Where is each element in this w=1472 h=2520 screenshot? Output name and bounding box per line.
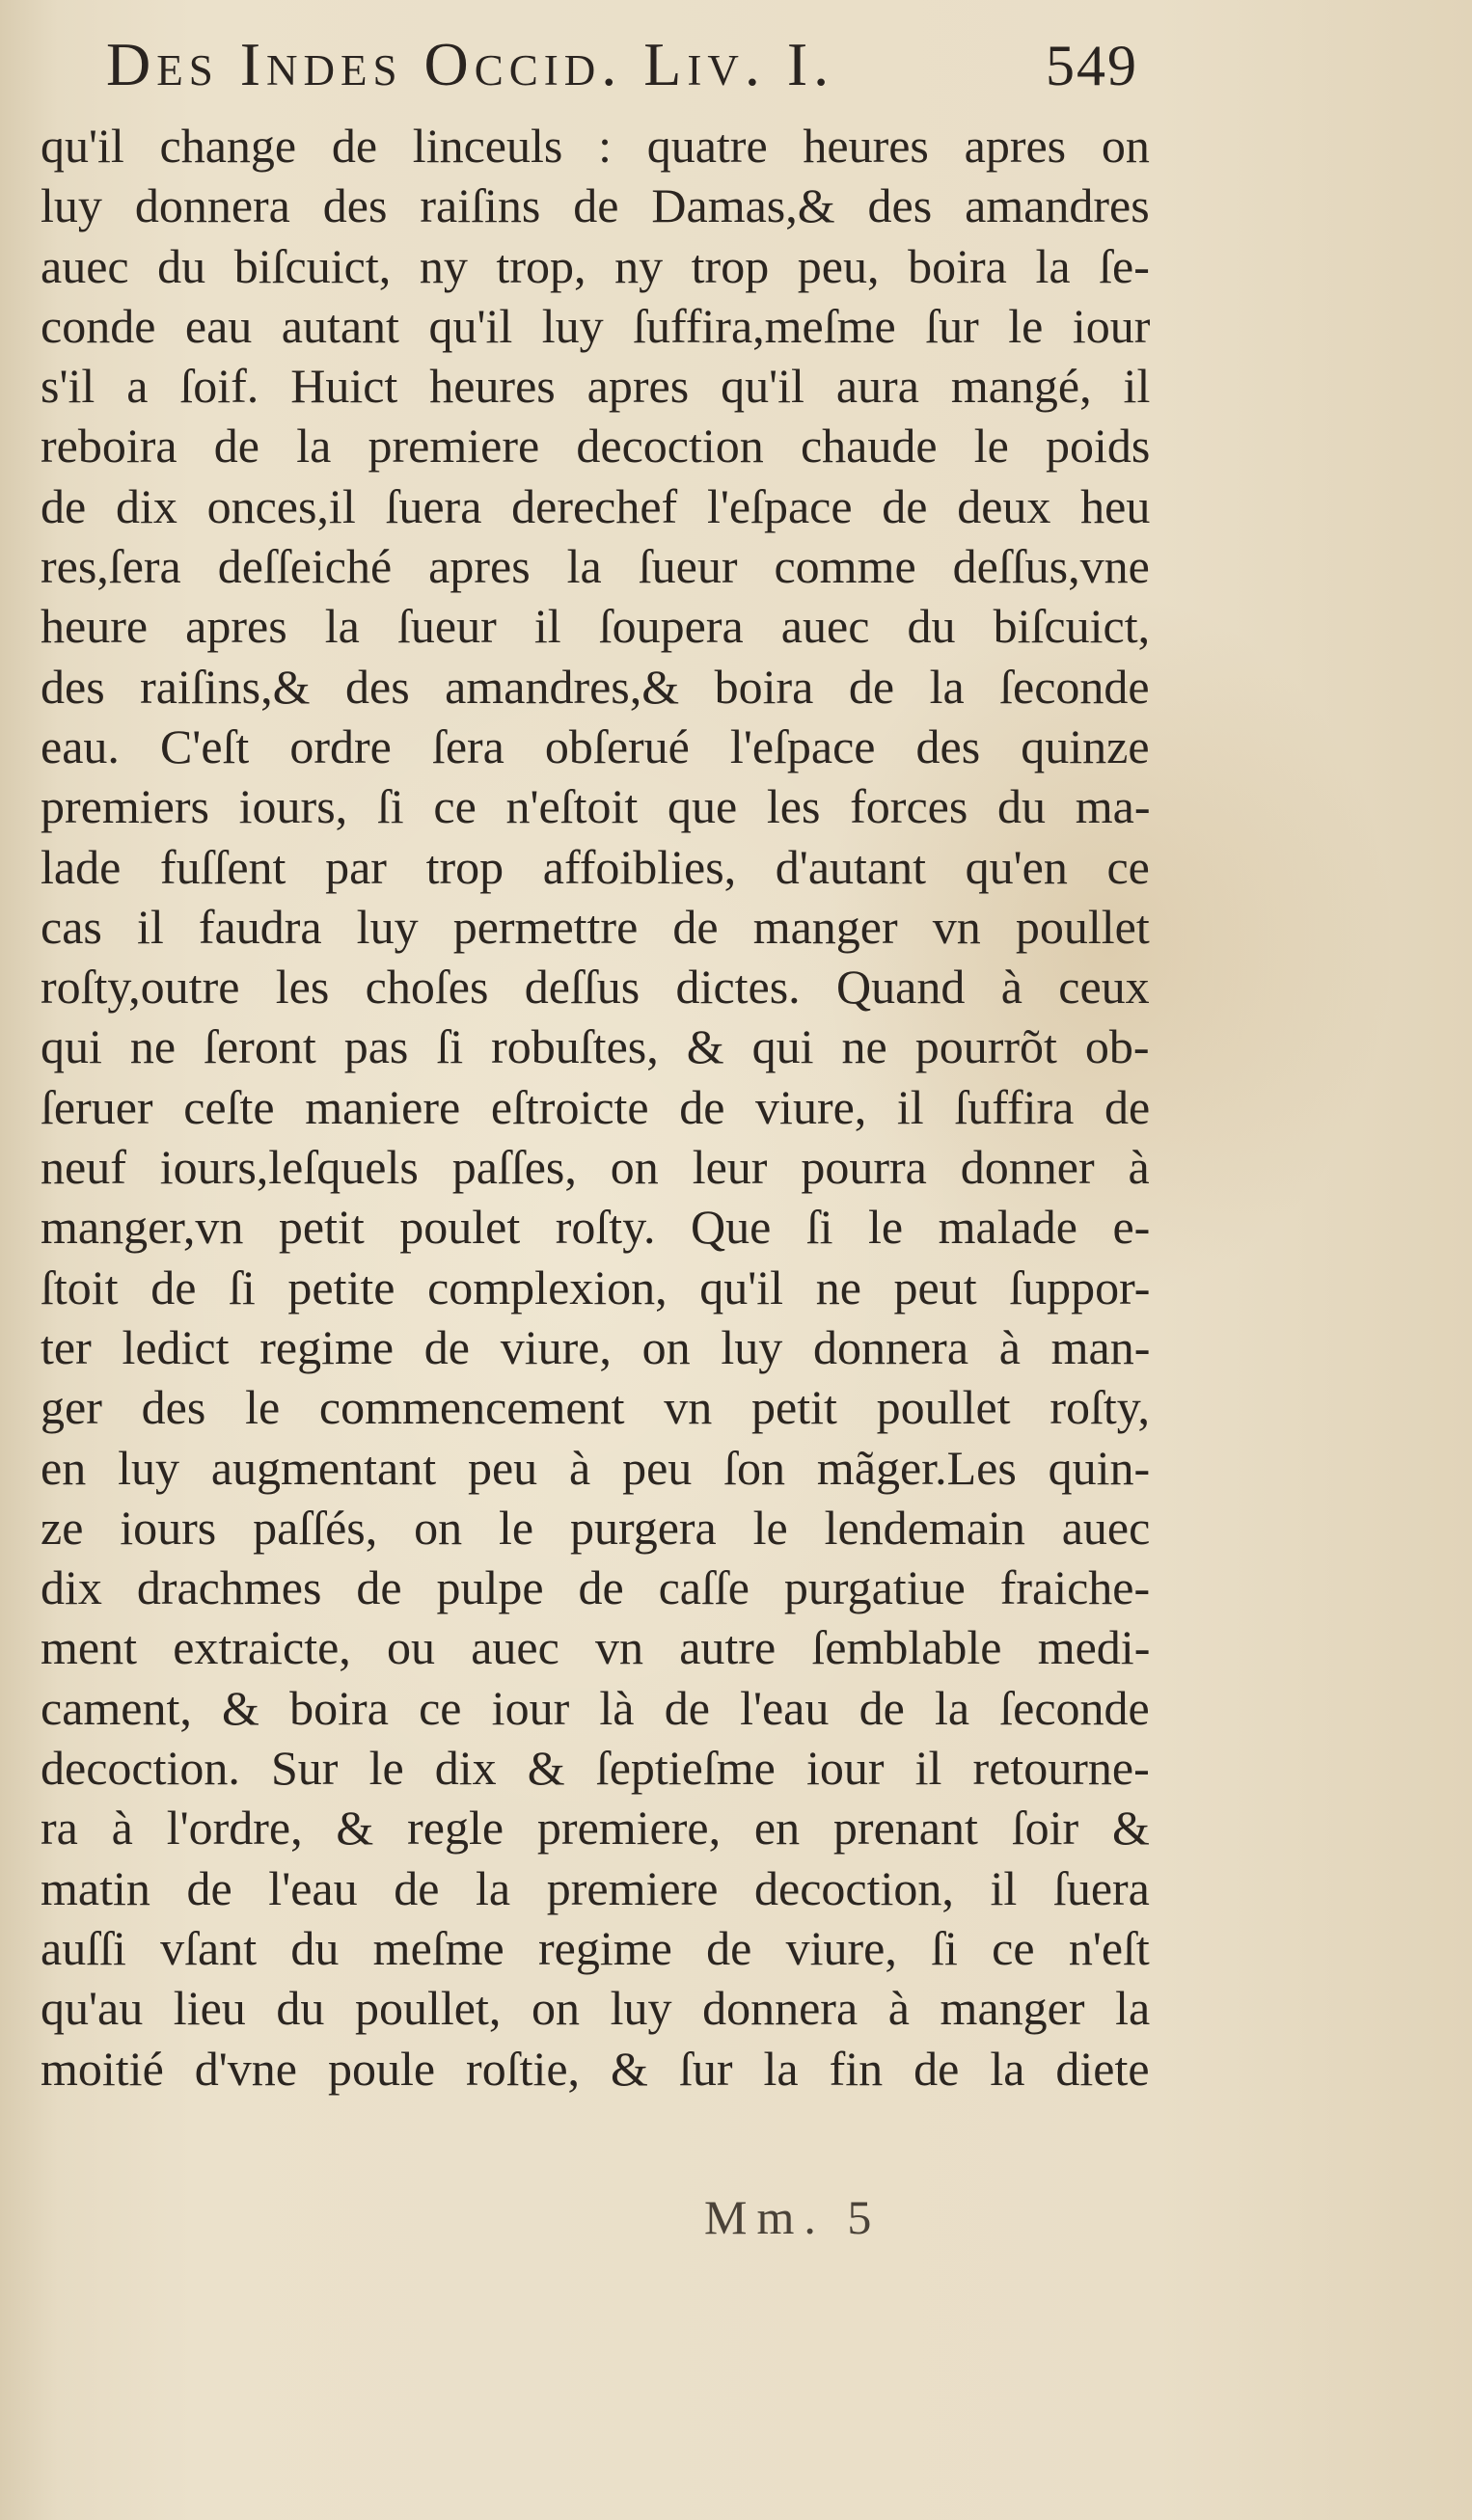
text-line: dix drachmes de pulpe de caſſe purgatiue fraiche-: [41, 1560, 1151, 1615]
text-line: reboira de la premiere decoction chaude le poids: [41, 419, 1151, 474]
page-header: [106, 29, 1138, 116]
text-line: qu'au lieu du poullet, on luy donnera à manger la: [41, 1981, 1151, 2036]
text-line: ſeruer ceſte maniere eſtroicte de viure, il ſuffira de: [41, 1079, 1151, 1134]
text-line: roſty,outre les choſes deſſus dictes. Quand à ceux: [41, 960, 1150, 1015]
text-line: des raiſins,& des amandres,& boira de la ſeconde: [41, 659, 1150, 714]
signature-mark: Mm. 5: [704, 2190, 882, 2244]
text-line: neuf iours,leſquels paſſes, on leur pourra donner à: [41, 1140, 1150, 1195]
text-line: decoction. Sur le dix & ſeptieſme iour il retourne-: [41, 1741, 1150, 1796]
text-line: auſſi vſant du meſme regime de viure, ſi ce n'eſt: [41, 1920, 1150, 1975]
text-line: ter ledict regime de viure, on luy donnera à man-: [41, 1319, 1151, 1374]
text-line: conde eau autant qu'il luy ſuffira,meſme ſur le iour: [41, 298, 1151, 353]
text-line: ger des le commencement vn petit poullet roſty,: [41, 1380, 1151, 1435]
text-line: ra à l'ordre, & regle premiere, en prenant ſoir &: [41, 1801, 1150, 1856]
running-head: Des Indes Occid. Liv. I.: [106, 30, 835, 98]
text-line: eau. C'eſt ordre ſera obſerué l'eſpace des quinze: [41, 718, 1150, 773]
text-line: moitié d'vne poule roſtie, & ſur la fin de la diete: [41, 2041, 1150, 2096]
text-line: ſtoit de ſi petite complexion, qu'il ne peut ſuppor-: [41, 1260, 1151, 1314]
text-line: s'il a ſoif. Huict heures apres qu'il aura mangé, il: [41, 359, 1151, 414]
text-line: res,ſera deſſeiché apres la ſueur comme deſſus,vne: [41, 539, 1150, 594]
text-line: matin de l'eau de la premiere decoction, il ſuera: [41, 1860, 1150, 1915]
text-line: premiers iours, ſi ce n'eſtoit que les forces du ma-: [41, 779, 1151, 834]
text-line: auec du biſcuict, ny trop, ny trop peu, boira la ſe-: [41, 238, 1150, 293]
text-line: manger,vn petit poulet roſty. Que ſi le malade e-: [41, 1200, 1151, 1255]
body-text: [41, 116, 1150, 2099]
text-line: cament, & boira ce iour là de l'eau de la ſeconde: [41, 1680, 1150, 1735]
text-line: luy donnera des raiſins de Damas,& des amandres: [41, 178, 1150, 233]
text-line: lade fuſſent par trop affoiblies, d'autant qu'en ce: [41, 839, 1150, 894]
text-line: cas il faudra luy permettre de manger vn poullet: [41, 899, 1150, 954]
text-line: heure apres la ſueur il ſoupera auec du biſcuict,: [41, 599, 1151, 654]
text-line: ment extraicte, ou auec vn autre ſemblable medi-: [41, 1620, 1151, 1675]
text-line: en luy augmentant peu à peu ſon mãger.Les quin-: [41, 1440, 1151, 1495]
text-line: ze iours paſſés, on le purgera le lendemain auec: [41, 1500, 1151, 1555]
page-number: 549: [1046, 34, 1138, 97]
text-line: de dix onces,il ſuera derechef l'eſpace de deux heu: [41, 478, 1151, 533]
text-line: qui ne ſeront pas ſi robuſtes, & qui ne pourrõt ob-: [41, 1019, 1150, 1074]
text-line: qu'il change de linceuls : quatre heures apres on: [41, 119, 1150, 173]
